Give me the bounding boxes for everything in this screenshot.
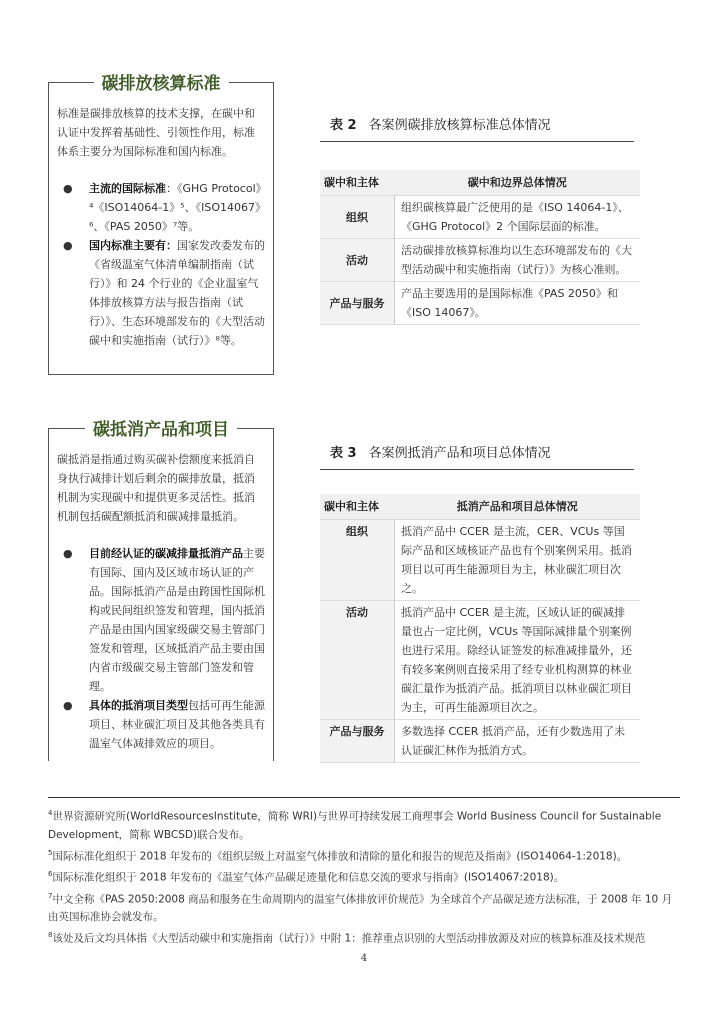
bullet-item: ● 目前经认证的碳减排量抵消产品主要有国际、国内及区域市场认证的产品。国际抵消产品是由跨国性国际机构或民间组织签发和管理，国内抵消产品是由国内国家级碳交易主管部门签发和管理，区域抵消产品主要由国内省市级碳交易主管部门签发和管理。 [57, 544, 265, 696]
table-row: 产品与服务 多数选择 CCER 抵消产品，还有少数选用了未认证碳汇林作为抵消方式。 [320, 720, 640, 763]
table-row: 组织 组织碳核算最广泛使用的是《ISO 14064-1》、《GHG Protocol》2 个国际层面的标准。 [320, 196, 640, 239]
box-intro: 标准是碳排放核算的技术支撑，在碳中和认证中发挥着基础性、引领性作用，标准体系主要分为国际标准和国内标准。 [57, 107, 255, 158]
bullet-icon: ● [63, 547, 73, 560]
carbon-offset-box [48, 420, 274, 761]
footnote: $^6$国际标准化组织于 2018 年发布的《温室气体产品碳足迹量化和信息交流的要求与指南》(ISO14067:2018)。 [48, 870, 565, 884]
footnote: $^4$世界资源研究所(WorldResourcesInstitute，简称 WRI)与世界可持续发展工商理事会 World Business Council for Sustainable Development，简称 WBCSD)联合发布。 [48, 809, 662, 841]
table-2: 碳中和主体 碳中和边界总体情况 组织 组织碳核算最广泛使用的是《ISO 14064-1》、《GHG Protocol》2 个国际层面的标准。 活动 活动碳排放核算标准均以生态环境部发布的《大型活动碳中和实施指南（试行）》为核心准则。 产品与服务 产品主要选用的是国际标准《PAS 2050》和《ISO 14067》。 [320, 170, 640, 325]
footnote: $^5$国际标准化组织于 2018 年发布的《组织层级上对温室气体排放和清除的量化和报告的规范及指南》(ISO14064-1:2018)。 [48, 848, 628, 862]
bullet-item: ● 具体的抵消项目类型包括可再生能源项目、林业碳汇项目及其他各类具有温室气体减排效应的项目。 [57, 696, 265, 753]
bullet-icon: ● [63, 182, 73, 195]
table-3: 碳中和主体 抵消产品和项目总体情况 组织 抵消产品中 CCER 是主流，CER、VCUs 等国际产品和区域核证产品也有个别案例采用。抵消项目以可再生能源项目为主，林业碳汇项目次之。 活动 抵消产品中 CCER 是主流，区域认证的碳减排量也占一定比例，VCUs 等国际减排量个别案例也进行采用。除经认证签发的标准减排量外，还有较多案例则直接采用了经专业机构测算的林业碳汇量作为抵消产品。抵消项目以林业碳汇项目为主，可再生能源项目次之。 产品与服务 多数选择 CCER 抵消产品，还有少数选用了未认证碳汇林作为抵消方式。 [320, 494, 640, 763]
bullet-icon: ● [63, 699, 73, 712]
table-row: 产品与服务 产品主要选用的是国际标准《PAS 2050》和《ISO 14067》。 [320, 282, 640, 325]
divider [320, 469, 634, 470]
page-number: 4 [360, 952, 368, 964]
bullet-icon: ● [63, 239, 73, 252]
bullet-item: ● 国内标准主要有：国家发改委发布的《省级温室气体清单编制指南（试行）》和 24 个行业的《企业温室气体排放核算方法与报告指南（试行）》、生态环境部发布的《大型活动碳中和实施指南（试行）》⁸等。 [57, 236, 265, 350]
table-3-caption: 表 3 各案例抵消产品和项目总体情况 [330, 446, 551, 461]
footnote: $^8$该处及后文均具体指《大型活动碳中和实施指南（试行）》中附 1：推荐重点识别的大型活动排放源及对应的核算标准及技术规范 [48, 931, 646, 945]
footnote: $^7$中文全称《PAS 2050:2008 商品和服务在生命周期内的温室气体排放评价规范》为全球首个产品碳足迹方法标准，于 2008 年 10 月由英国标准协会就发布。 [48, 891, 673, 923]
table-row: 活动 活动碳排放核算标准均以生态环境部发布的《大型活动碳中和实施指南（试行）》为核心准则。 [320, 239, 640, 282]
divider [320, 141, 634, 142]
table-row: 组织 抵消产品中 CCER 是主流，CER、VCUs 等国际产品和区域核证产品也有个别案例采用。抵消项目以可再生能源项目为主，林业碳汇项目次之。 [320, 520, 640, 601]
table-row: 活动 抵消产品中 CCER 是主流，区域认证的碳减排量也占一定比例，VCUs 等国际减排量个别案例也进行采用。除经认证签发的标准减排量外，还有较多案例则直接采用了经专业机构测算的林业碳汇量作为抵消产品。抵消项目以林业碳汇项目为主，可再生能源项目次之。 [320, 601, 640, 720]
footnotes [48, 797, 680, 966]
box-title: 碳排放核算标准 [94, 74, 229, 94]
bullet-item: ● 主流的国际标准：《GHG Protocol》⁴《ISO14064-1》⁵、《ISO14067》⁶、《PAS 2050》⁷等。 [57, 179, 265, 236]
box-title: 碳抵消产品和项目 [85, 420, 237, 440]
table-2-caption: 表 2 各案例碳排放核算标准总体情况 [330, 118, 551, 133]
box-intro: 碳抵消是指通过购买碳补偿额度来抵消自身执行减排计划后剩余的碳排放量，抵消机制为实现碳中和提供更多灵活性。抵消机制包括碳配额抵消和碳减排量抵消。 [57, 453, 255, 523]
carbon-accounting-standards-box [48, 74, 274, 375]
